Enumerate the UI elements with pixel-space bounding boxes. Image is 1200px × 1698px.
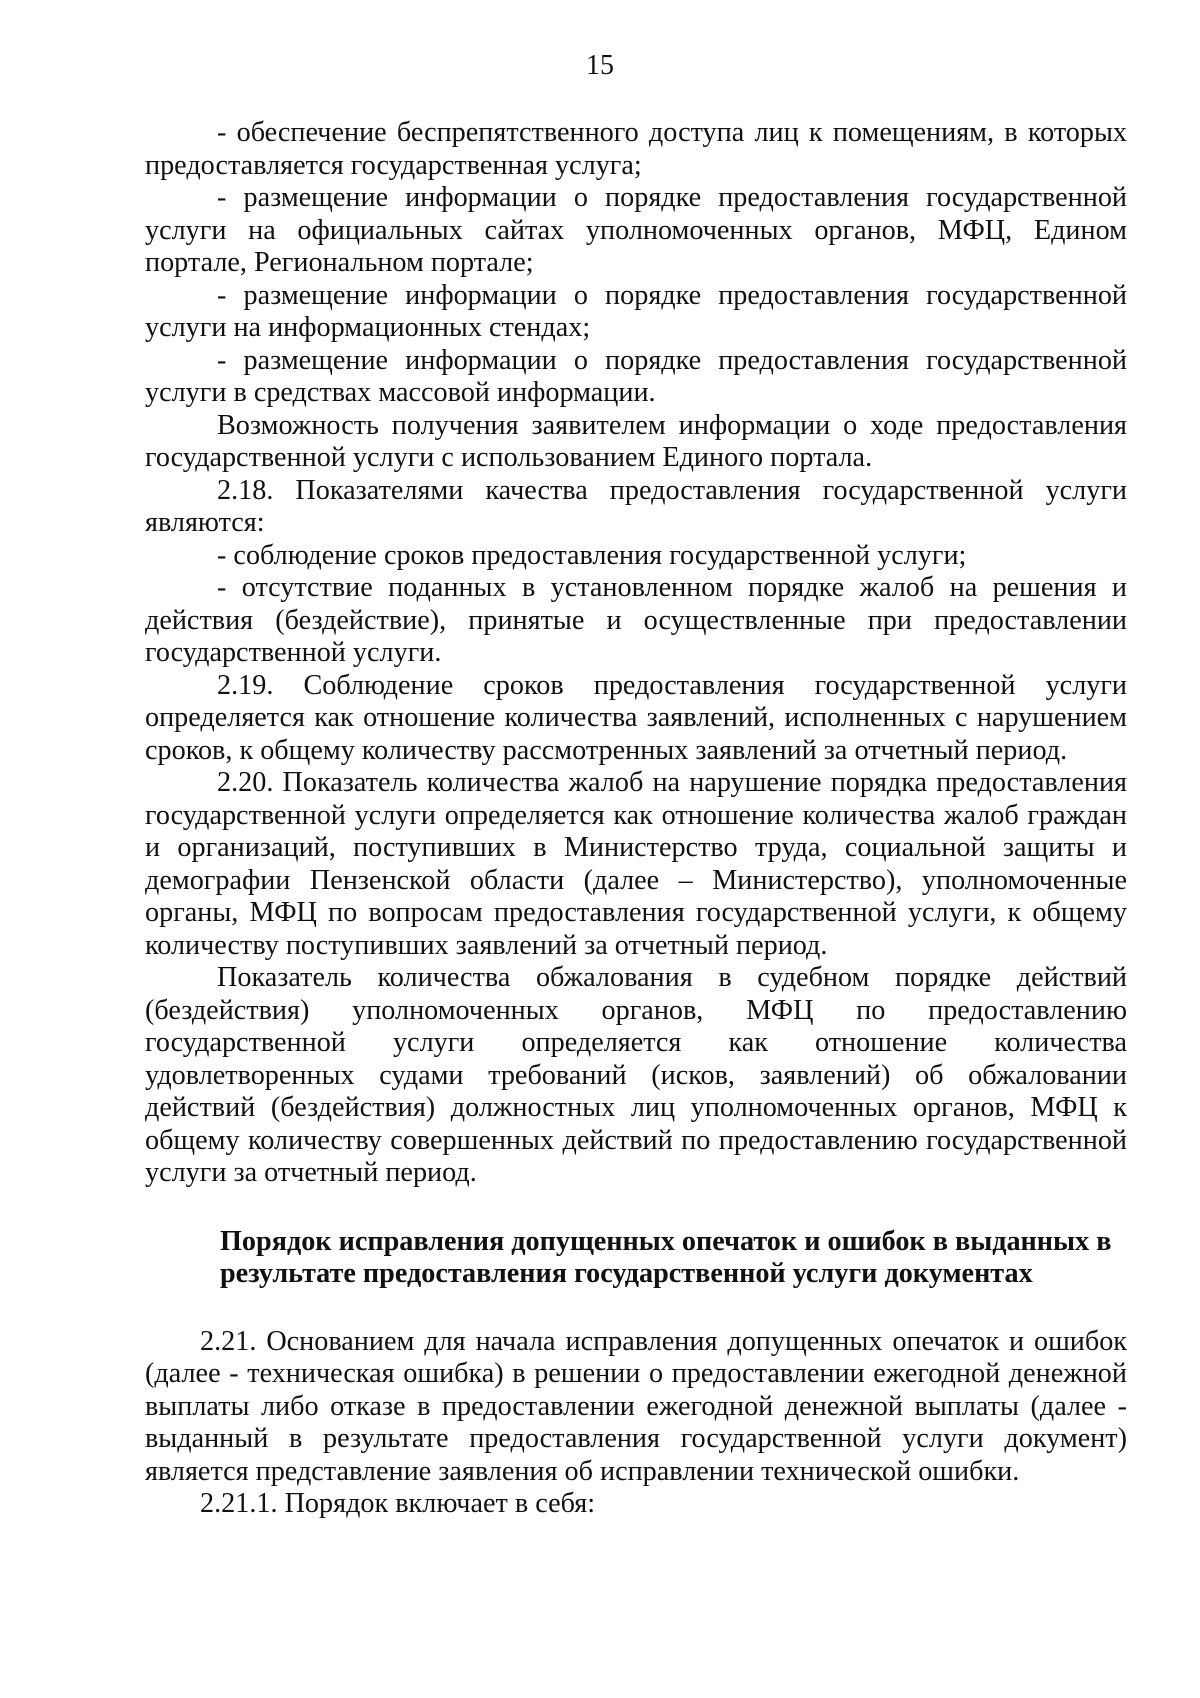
paragraph: - соблюдение сроков предоставления государственной услуги; (217, 539, 967, 571)
paragraph: - отсутствие поданных в установленном порядке жалоб на решения и действия (бездействие), принятые и осуществленные при предоставлении государственной услуги. (145, 572, 1127, 668)
paragraph: - обеспечение беспрепятственного доступа лиц к помещениям, в которых предоставляется государственная услуга; (145, 117, 1127, 181)
paragraph: 2.21. Основанием для начала исправления допущенных опечаток и ошибок (далее - техническая ошибка) в решении о предоставлении ежегодной денежной выплаты либо отказе в предоставлении ежегодной денежной выплаты (далее - выданный в результате предоставления государственной услуги документ) является представление заявления об исправлении технической ошибки. (145, 1325, 1127, 1487)
paragraph: 2.18. Показателями качества предоставления государственной услуги являются: (145, 474, 1127, 538)
paragraph: - размещение информации о порядке предоставления государственной услуги на информационных стендах; (145, 279, 1127, 343)
page-number: 15 (586, 50, 614, 81)
paragraph: 2.20. Показатель количества жалоб на нарушение порядка предоставления государственной услуги определяется как отношение количества жалоб граждан и организаций, поступивших в Министерство труда, социальной защиты и демографии Пензенской области (далее – Министерство), уполномоченные органы, МФЦ по вопросам предоставления государственной услуги, к общему количеству поступивших заявлений за отчетный период. (145, 767, 1127, 961)
paragraph: Показатель количества обжалования в судебном порядке действий (бездействия) уполномоченных органов, МФЦ по предоставлению государственной услуги определяется как отношение количества удовлетворенных судами требований (исков, заявлений) об обжаловании действий (бездействия) должностных лиц уполномоченных органов, МФЦ к общему количеству совершенных действий по предоставлению государственной услуги за отчетный период. (145, 962, 1127, 1188)
section-heading-line: результате предоставления государственной услуги документах (220, 1258, 1033, 1289)
paragraph: 2.19. Соблюдение сроков предоставления государственной услуги определяется как отношение количества заявлений, исполненных с нарушением сроков, к общему количеству рассмотренных заявлений за отчетный период. (145, 669, 1127, 766)
paragraph: Возможность получения заявителем информации о ходе предоставления государственной услуги с использованием Единого портала. (145, 409, 1127, 473)
paragraph: 2.21.1. Порядок включает в себя: (200, 1488, 596, 1519)
paragraph: - размещение информации о порядке предоставления государственной услуги в средствах массовой информации. (145, 344, 1127, 408)
section-heading (145, 1226, 1127, 1291)
document-body (145, 117, 1127, 1521)
paragraph: - размещение информации о порядке предоставления государственной услуги на официальных сайтах уполномоченных органов, МФЦ, Едином портале, Региональном портале; (145, 182, 1127, 278)
section-heading-line: Порядок исправления допущенных опечаток и ошибок в выданных в (220, 1225, 1112, 1257)
